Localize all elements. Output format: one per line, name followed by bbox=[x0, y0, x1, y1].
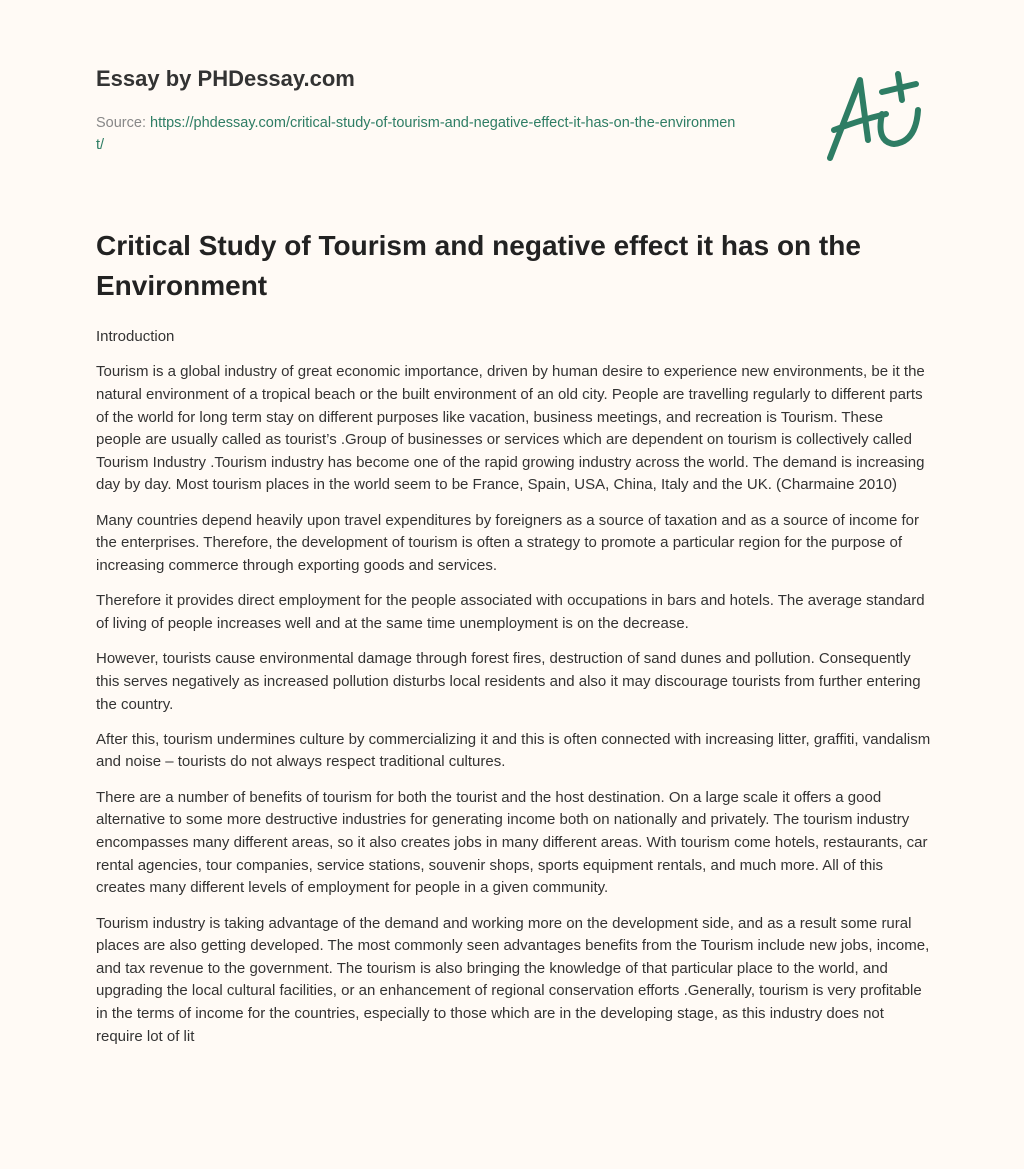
essay-paragraph: Therefore it provides direct employment for the people associated with occupations in bars and hotels. The average standard of living of people increases well and at the same time unemployment is on the decrease. bbox=[96, 592, 925, 632]
a-plus-logo-icon bbox=[820, 70, 930, 165]
source-link[interactable]: https://phdessay.com/critical-study-of-tourism-and-negative-effect-it-has-on-the-environment/ bbox=[96, 115, 736, 153]
essay-paragraph: After this, tourism undermines culture by commercializing it and this is often connected with increasing litter, graffiti, vandalism and noise – tourists do not always respect traditional cultures. bbox=[96, 730, 931, 771]
essay-paragraph: Tourism is a global industry of great economic importance, driven by human desire to experience new environments, be it the natural environment of a tropical beach or the built environment of an old city. People are travelling regularly to different parts of the world for long term stay on different purposes like vacation, business meetings, and recreation is Tourism. These people are usually called as tourist’s .Group of businesses or services which are dependent on tourism is collectively called Tourism Industry .Tourism industry has become one of the rapid growing industry across the world. The demand is increasing day by day. Most tourism places in the world seem to be France, Spain, USA, China, Italy and the UK. (Charmaine 2010) bbox=[96, 363, 925, 494]
essay-paragraph: There are a number of benefits of tourism for both the tourist and the host destination. On a large scale it offers a good alternative to some more destructive industries for generating income both on nationally and privately. The tourism industry encompasses many different areas, so it also creates jobs in many different areas. With tourism come hotels, restaurants, car rental agencies, tour companies, service stations, souvenir shops, sports equipment rentals, and much more. All of this creates many different levels of employment for people in a given community. bbox=[96, 788, 928, 897]
essay-body bbox=[96, 326, 932, 1061]
essay-paragraph: However, tourists cause environmental damage through forest fires, destruction of sand dunes and pollution. Consequently this serves negatively as increased pollution disturbs local residents and also it may discourage tourists from further entering the country. bbox=[96, 650, 921, 713]
essay-paragraph: Many countries depend heavily upon travel expenditures by foreigners as a source of taxation and as a source of income for the enterprises. Therefore, the development of tourism is often a strategy to promote a particular region for the purpose of increasing commerce through exporting goods and services. bbox=[96, 511, 919, 574]
source-label: Source: bbox=[96, 115, 150, 131]
source-line bbox=[96, 112, 736, 156]
essay-paragraph: Tourism industry is taking advantage of the demand and working more on the development side, and as a result some rural places are also getting developed. The most commonly seen advantages benefits from the Tourism include new jobs, income, and tax revenue to the government. The tourism is also bringing the knowledge of that particular place to the world, and upgrading the local cultural facilities, or an enhancement of regional conservation efforts .Generally, tourism is very profitable in the terms of income for the countries, especially to those which are in the developing stage, as this industry does not require lot of lit bbox=[96, 914, 930, 1045]
site-brand: Essay by PHDessay.com bbox=[96, 66, 355, 91]
essay-title: Critical Study of Tourism and negative effect it has on the Environment bbox=[96, 230, 861, 301]
essay-paragraph: Introduction bbox=[96, 328, 175, 345]
